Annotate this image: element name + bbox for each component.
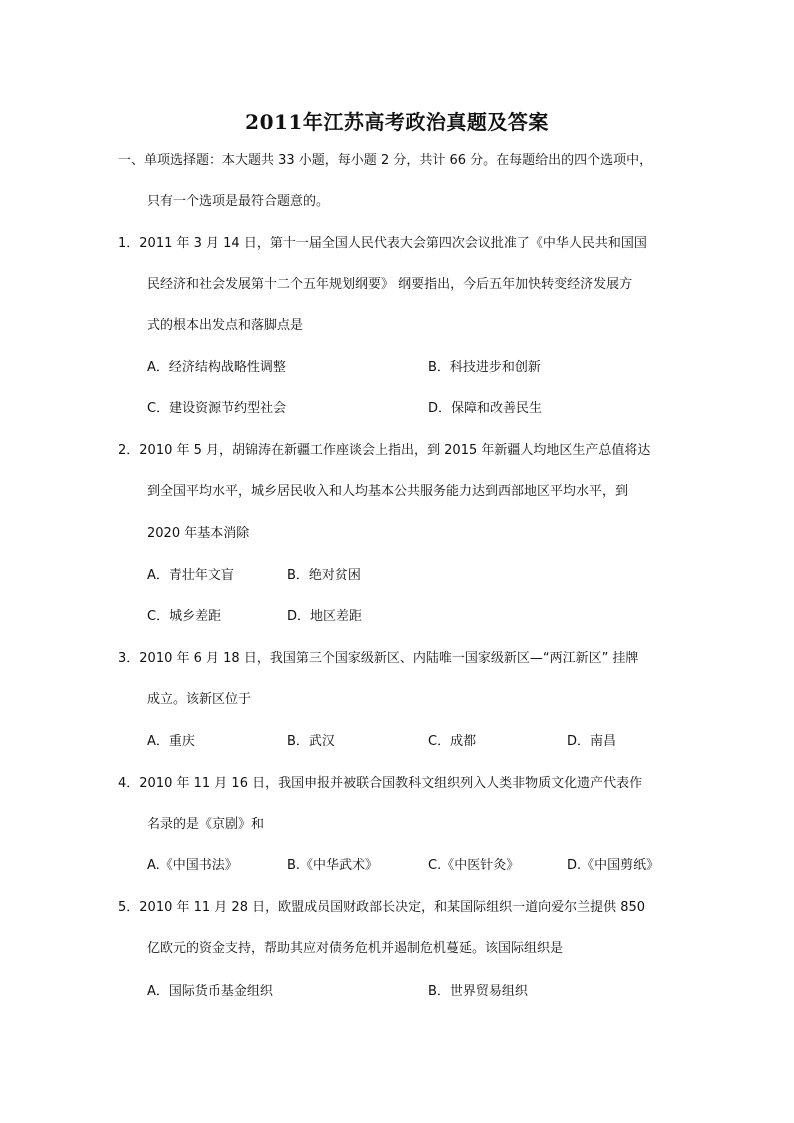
question-text: 亿欧元的资金支持，帮助其应对债务危机并遏制危机蔓延。该国际组织是 [147,941,564,956]
question-text: 名录的是《京剧》和 [147,817,265,832]
option-b: B．绝对贫困 [287,568,361,583]
option-c: C.《中医针灸》 [428,858,520,873]
option-c: C．成都 [428,734,477,749]
question-text: 式的根本出发点和落脚点是 [147,318,304,333]
option-a: A．青壮年文盲 [147,568,234,583]
question-text: 4．2010 年 11 月 16 日，我国申报并被联合国教科文组织列入人类非物质文化遗产代表作 [118,776,643,791]
question-text: 到全国平均水平，城乡居民收入和人均基本公共服务能力达到西部地区平均水平，到 [147,484,629,499]
question-text: 3．2010 年 6 月 18 日，我国第三个国家级新区、内陆唯一国家级新区—“两江新区” 挂牌 [118,651,639,666]
question-text: 成立。该新区位于 [147,692,252,707]
question-text: 5．2010 年 11 月 28 日，欧盟成员国财政部长决定，和某国际组织一道向爱尔兰提供 850 [118,900,646,915]
option-a: A.《中国书法》 [147,858,238,873]
question-text: 民经济和社会发展第十二个五年规划纲要》 纲要指出，今后五年加快转变经济发展方 [147,277,633,292]
option-a: A．国际货币基金组织 [147,984,273,999]
section-heading-cont: 只有一个选项是最符合题意的。 [147,194,330,209]
option-b: B．世界贸易组织 [428,984,528,999]
section-heading: 一、单项选择题：本大题共 33 小题，每小题 2 分，共计 66 分。在每题给出的四个选项中， [118,153,653,168]
option-c: C．建设资源节约型社会 [147,401,287,416]
option-d: D.《中国剪纸》 [567,858,660,873]
option-b: B．武汉 [287,734,335,749]
option-d: D．南昌 [567,734,617,749]
question-text: 2020 年基本消除 [147,526,250,541]
option-d: D．保障和改善民生 [428,401,543,416]
option-a: A．经济结构战略性调整 [147,360,286,375]
option-b: B.《中华武术》 [287,858,379,873]
document-title: 2011年江苏高考政治真题及答案 [245,110,549,134]
question-text: 2．2010 年 5 月，胡锦涛在新疆工作座谈会上指出，到 2015 年新疆人均地区生产总值将达 [118,443,651,458]
option-d: D．地区差距 [287,609,363,624]
option-b: B．科技进步和创新 [428,360,541,375]
option-c: C．城乡差距 [147,609,222,624]
question-text: 1．2011 年 3 月 14 日，第十一届全国人民代表大会第四次会议批准了《中华人民共和国国 [118,236,647,251]
option-a: A．重庆 [147,734,195,749]
